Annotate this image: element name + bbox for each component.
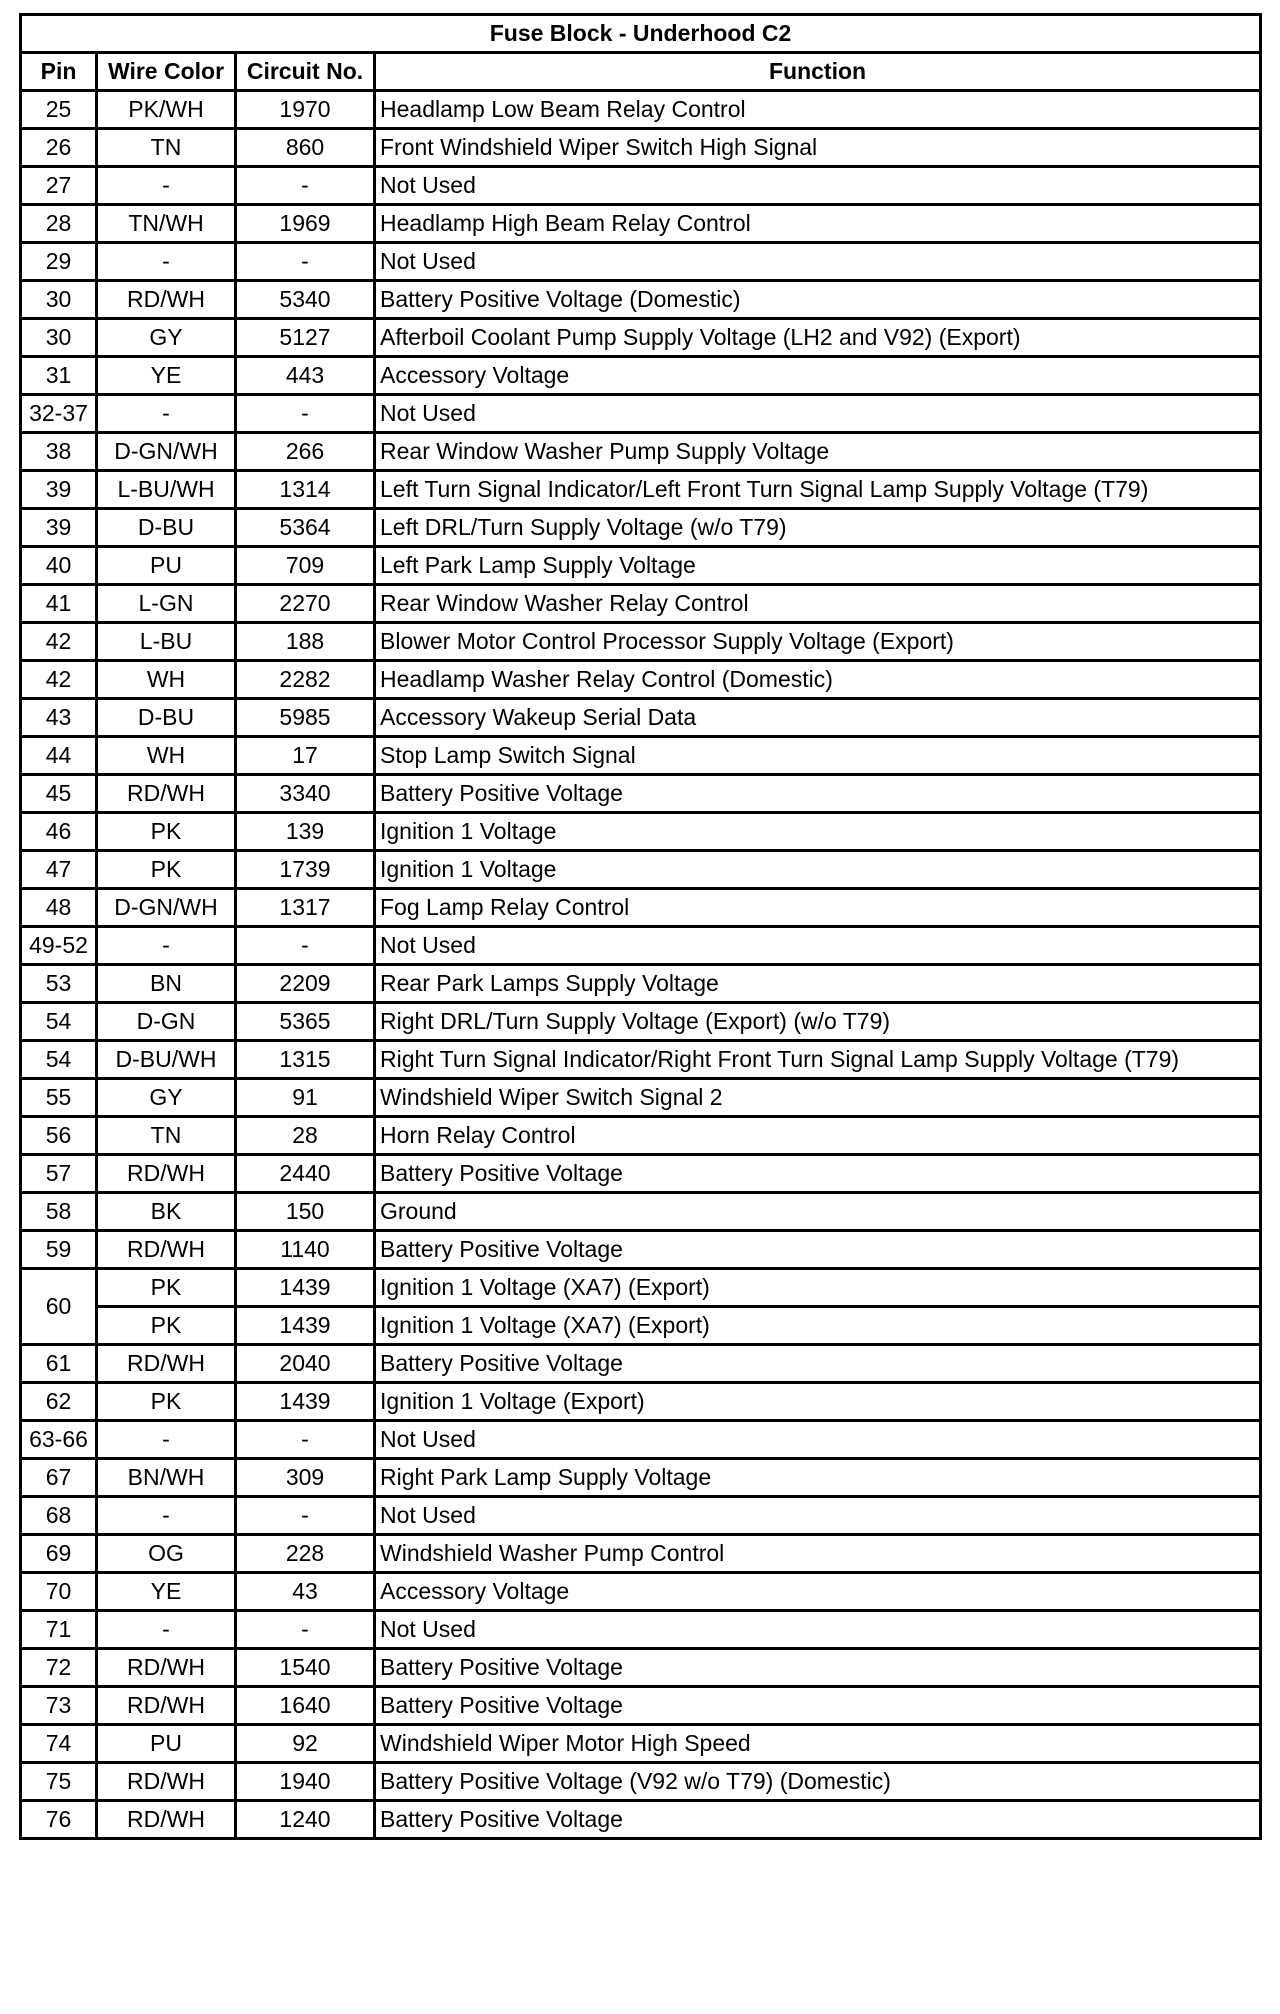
table-row (21, 1155, 1261, 1193)
table-row (21, 357, 1261, 395)
pin-cell: 69 (21, 1535, 97, 1573)
pin-cell: 32-37 (21, 395, 97, 433)
function-cell: Battery Positive Voltage (Domestic) (375, 281, 1261, 319)
circuit-no-cell: 1240 (236, 1801, 375, 1839)
pin-cell: 29 (21, 243, 97, 281)
function-cell: Not Used (375, 927, 1261, 965)
table-row (21, 91, 1261, 129)
circuit-no-cell: 1317 (236, 889, 375, 927)
table-row (21, 889, 1261, 927)
table-row (21, 1687, 1261, 1725)
circuit-no-cell: 1640 (236, 1687, 375, 1725)
wire-color-cell: PK (97, 1269, 236, 1307)
table-row (21, 1193, 1261, 1231)
pin-cell: 70 (21, 1573, 97, 1611)
wire-color-cell: BN/WH (97, 1459, 236, 1497)
function-cell: Battery Positive Voltage (375, 775, 1261, 813)
table-row (21, 1649, 1261, 1687)
table-row (21, 585, 1261, 623)
pin-cell: 68 (21, 1497, 97, 1535)
circuit-no-cell: 309 (236, 1459, 375, 1497)
pin-cell: 47 (21, 851, 97, 889)
header-wire-color: Wire Color (97, 53, 236, 91)
circuit-no-cell: 150 (236, 1193, 375, 1231)
wire-color-cell: D-BU (97, 699, 236, 737)
circuit-no-cell: - (236, 1421, 375, 1459)
pin-cell: 25 (21, 91, 97, 129)
pin-cell: 57 (21, 1155, 97, 1193)
function-cell: Not Used (375, 395, 1261, 433)
function-cell: Not Used (375, 1421, 1261, 1459)
pin-cell: 42 (21, 623, 97, 661)
function-cell: Headlamp High Beam Relay Control (375, 205, 1261, 243)
pin-cell: 54 (21, 1041, 97, 1079)
connector-pinout-table (19, 13, 1262, 1840)
pin-cell: 46 (21, 813, 97, 851)
function-cell: Accessory Wakeup Serial Data (375, 699, 1261, 737)
wire-color-cell: PK (97, 1383, 236, 1421)
circuit-no-cell: 3340 (236, 775, 375, 813)
function-cell: Battery Positive Voltage (375, 1687, 1261, 1725)
wire-color-cell: - (97, 1611, 236, 1649)
table-row (21, 1307, 1261, 1345)
table-row (21, 1763, 1261, 1801)
function-cell: Left DRL/Turn Supply Voltage (w/o T79) (375, 509, 1261, 547)
table-row (21, 319, 1261, 357)
circuit-no-cell: 1439 (236, 1307, 375, 1345)
wire-color-cell: PU (97, 547, 236, 585)
wire-color-cell: D-GN (97, 1003, 236, 1041)
header-row (21, 53, 1261, 91)
wire-color-cell: RD/WH (97, 1155, 236, 1193)
wire-color-cell: RD/WH (97, 1763, 236, 1801)
table-row (21, 1079, 1261, 1117)
circuit-no-cell: 1314 (236, 471, 375, 509)
function-cell: Left Turn Signal Indicator/Left Front Turn Signal Lamp Supply Voltage (T79) (375, 471, 1261, 509)
pin-cell: 31 (21, 357, 97, 395)
pin-cell: 67 (21, 1459, 97, 1497)
function-cell: Rear Window Washer Relay Control (375, 585, 1261, 623)
wire-color-cell: - (97, 395, 236, 433)
table-row (21, 1801, 1261, 1839)
wire-color-cell: PK (97, 813, 236, 851)
table-row (21, 281, 1261, 319)
pin-cell: 27 (21, 167, 97, 205)
circuit-no-cell: 2270 (236, 585, 375, 623)
function-cell: Windshield Washer Pump Control (375, 1535, 1261, 1573)
circuit-no-cell: 1439 (236, 1269, 375, 1307)
function-cell: Headlamp Washer Relay Control (Domestic) (375, 661, 1261, 699)
table-title-row (21, 15, 1261, 53)
circuit-no-cell: - (236, 927, 375, 965)
table-title: Fuse Block - Underhood C2 (21, 15, 1261, 53)
function-cell: Headlamp Low Beam Relay Control (375, 91, 1261, 129)
function-cell: Ignition 1 Voltage (375, 813, 1261, 851)
table-row (21, 775, 1261, 813)
pin-cell: 41 (21, 585, 97, 623)
table-row (21, 167, 1261, 205)
table-row (21, 813, 1261, 851)
function-cell: Accessory Voltage (375, 357, 1261, 395)
pin-cell: 30 (21, 319, 97, 357)
pin-cell: 73 (21, 1687, 97, 1725)
pin-cell: 39 (21, 471, 97, 509)
function-cell: Not Used (375, 243, 1261, 281)
circuit-no-cell: 92 (236, 1725, 375, 1763)
circuit-no-cell: 5340 (236, 281, 375, 319)
table-row (21, 1459, 1261, 1497)
function-cell: Fog Lamp Relay Control (375, 889, 1261, 927)
function-cell: Left Park Lamp Supply Voltage (375, 547, 1261, 585)
circuit-no-cell: - (236, 243, 375, 281)
circuit-no-cell: 43 (236, 1573, 375, 1611)
wire-color-cell: PK (97, 1307, 236, 1345)
circuit-no-cell: 1540 (236, 1649, 375, 1687)
header-function: Function (375, 53, 1261, 91)
wire-color-cell: - (97, 243, 236, 281)
table-row (21, 1573, 1261, 1611)
circuit-no-cell: 2282 (236, 661, 375, 699)
wire-color-cell: BN (97, 965, 236, 1003)
pin-cell: 53 (21, 965, 97, 1003)
function-cell: Horn Relay Control (375, 1117, 1261, 1155)
circuit-no-cell: 860 (236, 129, 375, 167)
circuit-no-cell: 266 (236, 433, 375, 471)
table-row (21, 965, 1261, 1003)
circuit-no-cell: 5127 (236, 319, 375, 357)
pin-cell: 61 (21, 1345, 97, 1383)
pin-cell: 63-66 (21, 1421, 97, 1459)
pin-cell: 71 (21, 1611, 97, 1649)
circuit-no-cell: 1969 (236, 205, 375, 243)
circuit-no-cell: 1140 (236, 1231, 375, 1269)
function-cell: Ground (375, 1193, 1261, 1231)
function-cell: Rear Window Washer Pump Supply Voltage (375, 433, 1261, 471)
circuit-no-cell: 1970 (236, 91, 375, 129)
function-cell: Right Turn Signal Indicator/Right Front Turn Signal Lamp Supply Voltage (T79) (375, 1041, 1261, 1079)
function-cell: Rear Park Lamps Supply Voltage (375, 965, 1261, 1003)
circuit-no-cell: 228 (236, 1535, 375, 1573)
function-cell: Ignition 1 Voltage (XA7) (Export) (375, 1269, 1261, 1307)
circuit-no-cell: 1315 (236, 1041, 375, 1079)
pin-cell: 60 (21, 1269, 97, 1345)
pin-cell: 72 (21, 1649, 97, 1687)
wire-color-cell: RD/WH (97, 1345, 236, 1383)
table-row (21, 851, 1261, 889)
pin-cell: 54 (21, 1003, 97, 1041)
function-cell: Battery Positive Voltage (375, 1155, 1261, 1193)
circuit-no-cell: 1739 (236, 851, 375, 889)
function-cell: Not Used (375, 167, 1261, 205)
circuit-no-cell: 188 (236, 623, 375, 661)
circuit-no-cell: 5365 (236, 1003, 375, 1041)
wire-color-cell: D-BU (97, 509, 236, 547)
pin-cell: 45 (21, 775, 97, 813)
circuit-no-cell: 5985 (236, 699, 375, 737)
pin-cell: 44 (21, 737, 97, 775)
circuit-no-cell: 709 (236, 547, 375, 585)
wire-color-cell: D-GN/WH (97, 889, 236, 927)
function-cell: Battery Positive Voltage (375, 1801, 1261, 1839)
pin-cell: 49-52 (21, 927, 97, 965)
function-cell: Windshield Wiper Switch Signal 2 (375, 1079, 1261, 1117)
wire-color-cell: - (97, 167, 236, 205)
wire-color-cell: TN/WH (97, 205, 236, 243)
circuit-no-cell: - (236, 1611, 375, 1649)
pin-cell: 76 (21, 1801, 97, 1839)
wire-color-cell: L-GN (97, 585, 236, 623)
pin-cell: 26 (21, 129, 97, 167)
wire-color-cell: RD/WH (97, 1649, 236, 1687)
wire-color-cell: D-GN/WH (97, 433, 236, 471)
table-row (21, 1497, 1261, 1535)
pin-cell: 59 (21, 1231, 97, 1269)
function-cell: Blower Motor Control Processor Supply Voltage (Export) (375, 623, 1261, 661)
pin-cell: 74 (21, 1725, 97, 1763)
pin-cell: 48 (21, 889, 97, 927)
function-cell: Ignition 1 Voltage (XA7) (Export) (375, 1307, 1261, 1345)
wire-color-cell: L-BU/WH (97, 471, 236, 509)
wire-color-cell: YE (97, 1573, 236, 1611)
circuit-no-cell: - (236, 167, 375, 205)
wire-color-cell: - (97, 927, 236, 965)
table-row (21, 1117, 1261, 1155)
circuit-no-cell: 2040 (236, 1345, 375, 1383)
table-row (21, 1345, 1261, 1383)
function-cell: Battery Positive Voltage (375, 1649, 1261, 1687)
wire-color-cell: - (97, 1421, 236, 1459)
wire-color-cell: PK (97, 851, 236, 889)
circuit-no-cell: 2440 (236, 1155, 375, 1193)
table-row (21, 661, 1261, 699)
table-row (21, 1535, 1261, 1573)
table-row (21, 547, 1261, 585)
table-row (21, 205, 1261, 243)
pin-cell: 28 (21, 205, 97, 243)
table-body (21, 91, 1261, 1839)
table-row (21, 927, 1261, 965)
pin-cell: 39 (21, 509, 97, 547)
function-cell: Ignition 1 Voltage (Export) (375, 1383, 1261, 1421)
function-cell: Front Windshield Wiper Switch High Signal (375, 129, 1261, 167)
wire-color-cell: PK/WH (97, 91, 236, 129)
wire-color-cell: WH (97, 661, 236, 699)
header-pin: Pin (21, 53, 97, 91)
circuit-no-cell: 2209 (236, 965, 375, 1003)
function-cell: Right DRL/Turn Supply Voltage (Export) (w/o T79) (375, 1003, 1261, 1041)
table-row (21, 1611, 1261, 1649)
table-row (21, 1003, 1261, 1041)
table-row (21, 129, 1261, 167)
wire-color-cell: BK (97, 1193, 236, 1231)
function-cell: Windshield Wiper Motor High Speed (375, 1725, 1261, 1763)
table-row (21, 1041, 1261, 1079)
wire-color-cell: RD/WH (97, 281, 236, 319)
wire-color-cell: GY (97, 319, 236, 357)
function-cell: Accessory Voltage (375, 1573, 1261, 1611)
table-row (21, 1231, 1261, 1269)
pin-cell: 42 (21, 661, 97, 699)
wire-color-cell: PU (97, 1725, 236, 1763)
circuit-no-cell: 1940 (236, 1763, 375, 1801)
circuit-no-cell: 443 (236, 357, 375, 395)
wire-color-cell: GY (97, 1079, 236, 1117)
pin-cell: 62 (21, 1383, 97, 1421)
header-circuit-no: Circuit No. (236, 53, 375, 91)
pin-cell: 40 (21, 547, 97, 585)
table-row (21, 1269, 1261, 1307)
wire-color-cell: L-BU (97, 623, 236, 661)
wire-color-cell: RD/WH (97, 775, 236, 813)
table-row (21, 737, 1261, 775)
wire-color-cell: YE (97, 357, 236, 395)
pin-cell: 55 (21, 1079, 97, 1117)
pin-cell: 30 (21, 281, 97, 319)
table-row (21, 623, 1261, 661)
wire-color-cell: - (97, 1497, 236, 1535)
wire-color-cell: TN (97, 1117, 236, 1155)
table-row (21, 1383, 1261, 1421)
pin-cell: 38 (21, 433, 97, 471)
wire-color-cell: WH (97, 737, 236, 775)
wire-color-cell: OG (97, 1535, 236, 1573)
circuit-no-cell: 28 (236, 1117, 375, 1155)
table-row (21, 699, 1261, 737)
function-cell: Ignition 1 Voltage (375, 851, 1261, 889)
circuit-no-cell: 1439 (236, 1383, 375, 1421)
function-cell: Battery Positive Voltage (375, 1345, 1261, 1383)
wire-color-cell: RD/WH (97, 1687, 236, 1725)
function-cell: Not Used (375, 1497, 1261, 1535)
table-row (21, 1725, 1261, 1763)
circuit-no-cell: 5364 (236, 509, 375, 547)
function-cell: Right Park Lamp Supply Voltage (375, 1459, 1261, 1497)
circuit-no-cell: - (236, 395, 375, 433)
table-row (21, 1421, 1261, 1459)
circuit-no-cell: 91 (236, 1079, 375, 1117)
wire-color-cell: RD/WH (97, 1231, 236, 1269)
pin-cell: 56 (21, 1117, 97, 1155)
function-cell: Not Used (375, 1611, 1261, 1649)
pin-cell: 75 (21, 1763, 97, 1801)
table-row (21, 433, 1261, 471)
table-row (21, 243, 1261, 281)
pin-cell: 58 (21, 1193, 97, 1231)
table-row (21, 395, 1261, 433)
pin-cell: 43 (21, 699, 97, 737)
function-cell: Battery Positive Voltage (V92 w/o T79) (Domestic) (375, 1763, 1261, 1801)
pinout-sheet (19, 13, 1259, 1840)
wire-color-cell: TN (97, 129, 236, 167)
wire-color-cell: D-BU/WH (97, 1041, 236, 1079)
function-cell: Afterboil Coolant Pump Supply Voltage (LH2 and V92) (Export) (375, 319, 1261, 357)
table-row (21, 509, 1261, 547)
circuit-no-cell: 139 (236, 813, 375, 851)
function-cell: Battery Positive Voltage (375, 1231, 1261, 1269)
circuit-no-cell: - (236, 1497, 375, 1535)
function-cell: Stop Lamp Switch Signal (375, 737, 1261, 775)
table-row (21, 471, 1261, 509)
circuit-no-cell: 17 (236, 737, 375, 775)
wire-color-cell: RD/WH (97, 1801, 236, 1839)
